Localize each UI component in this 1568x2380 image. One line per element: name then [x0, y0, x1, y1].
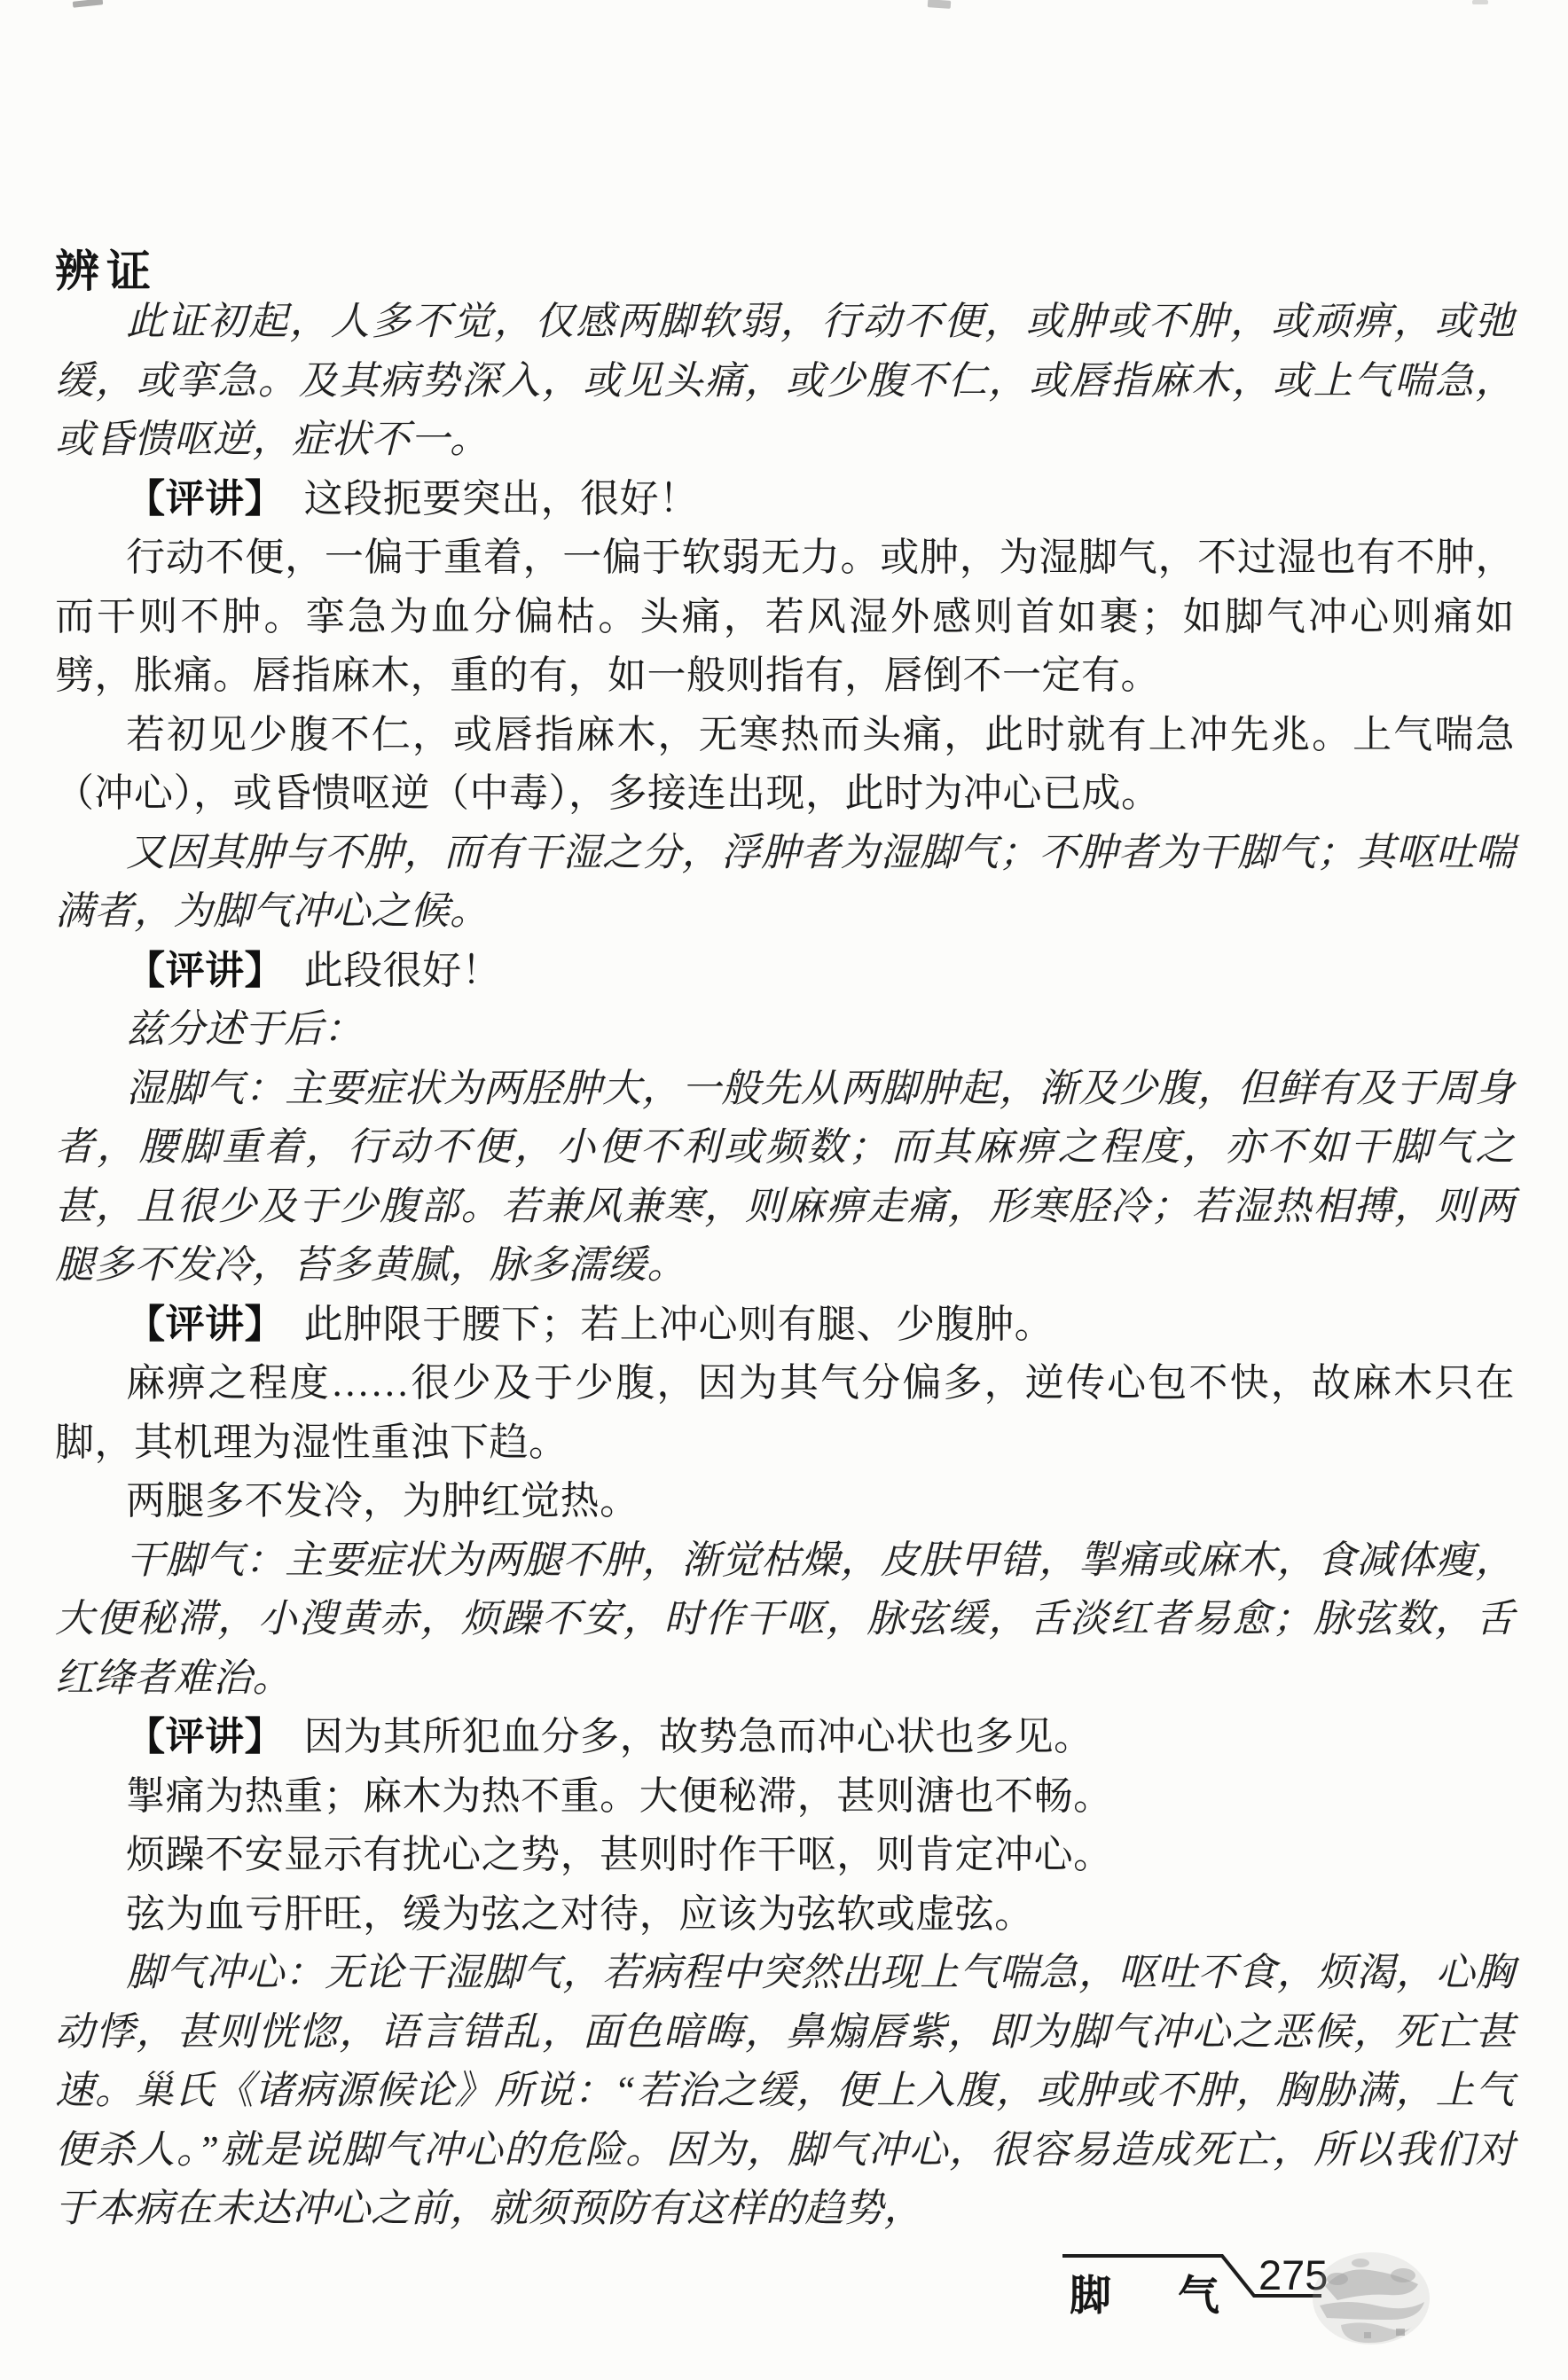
text-paragraph: 兹分述于后： — [126, 1007, 364, 1051]
text-paragraph: 脚气冲心：无论干湿脚气，若病程中突然出现上气喘急，呕吐不食，烦渴，心胸动悸，甚则恍惚，语言错乱，面色暗晦，鼻煽唇紫，即为脚气冲心之恶候，死亡甚速。巢氏《诸病源候论》所说：“若治之缓，便上入腹，或肿或不肿，胸胁满，上气便杀人。”就是说脚气冲心的危险。因为，脚气冲心，很容易造成死亡，所以我们对于本病在未达冲心之前，就须预防有这样的趋势， — [55, 1951, 1515, 2230]
footer-chapter-title: 脚 气 — [1070, 2272, 1232, 2319]
text-paragraph: 掣痛为热重；麻木为热不重。大便秘滞，甚则溏也不畅。 — [126, 1773, 1113, 1818]
text-paragraph: 行动不便，一偏于重着，一偏于软弱无力。或肿，为湿脚气，不过湿也有不肿，而干则不肿。挛急为血分偏枯。头痛，若风湿外感则首如裹；如脚气冲心则痛如劈，胀痛。唇指麻木，重的有，如一般则指有，唇倒不一定有。 — [55, 536, 1515, 697]
commentary-paragraph: 【评讲】 此段很好！ — [126, 948, 502, 992]
scan-artifact — [928, 0, 952, 9]
footer-page-number: 275 — [1258, 2251, 1329, 2298]
comment-label: 【评讲】 — [126, 948, 265, 992]
text-paragraph: 麻痹之程度……很少及于少腹，因为其气分偏多，逆传心包不快，故麻木只在脚，其机理为湿性重浊下趋。 — [55, 1361, 1515, 1464]
section-title: 辨证 — [55, 246, 158, 296]
text-paragraph: 此证初起，人多不觉，仅感两脚软弱，行动不便，或肿或不肿，或顽痹，或弛缓，或挛急。及其病势深入，或见头痛，或少腹不仁，或唇指麻木，或上气喘急，或昏愦呕逆，症状不一。 — [55, 300, 1515, 461]
text-paragraph: 又因其肿与不肿，而有干湿之分，浮肿者为湿脚气；不肿者为干脚气；其呕吐喘满者，为脚气冲心之候。 — [55, 830, 1515, 933]
text-paragraph: 若初见少腹不仁，或唇指麻木，无寒热而头痛，此时就有上冲先兆。上气喘急（冲心），或昏愦呕逆（中毒），多接连出现，此时为冲心已成。 — [55, 712, 1515, 815]
text-paragraph: 干脚气：主要症状为两腿不肿，渐觉枯燥，皮肤甲错，掣痛或麻木，食减体瘦，大便秘滞，小溲黄赤，烦躁不安，时作干呕，脉弦缓，舌淡红者易愈；脉弦数，舌红绛者难治。 — [55, 1538, 1515, 1700]
commentary-paragraph: 【评讲】 此肿限于腰下；若上冲心则有腿、少腹肿。 — [126, 1302, 1054, 1346]
commentary-paragraph: 【评讲】 因为其所犯血分多，故势急而冲心状也多见。 — [126, 1715, 1094, 1758]
commentary-paragraph: 【评讲】 这段扼要突出，很好！ — [126, 476, 699, 521]
text-paragraph: 烦躁不安显示有扰心之势，甚则时作干呕，则肯定冲心。 — [126, 1833, 1113, 1876]
text-paragraph: 弦为血亏肝旺，缓为弦之对待，应该为弦软或虚弦。 — [126, 1891, 1034, 1936]
text-body — [55, 293, 1515, 2239]
comment-label: 【评讲】 — [126, 1715, 265, 1758]
seal-stamp — [1307, 2251, 1433, 2350]
scan-artifact — [73, 0, 104, 8]
scan-artifact — [1472, 0, 1488, 4]
text-paragraph: 湿脚气：主要症状为两胫肿大，一般先从两脚肿起，渐及少腹，但鲜有及于周身者，腰脚重着，行动不便，小便不利或频数；而其麻痹之程度，亦不如干脚气之甚，且很少及于少腹部。若兼风兼寒，则麻痹走痛，形寒胫冷；若湿热相搏，则两腿多不发冷，苔多黄腻，脉多濡缓。 — [55, 1066, 1515, 1287]
comment-label: 【评讲】 — [126, 476, 265, 521]
footer-rule-line — [1055, 2247, 1330, 2309]
text-paragraph: 两腿多不发冷，为肿红觉热。 — [126, 1479, 639, 1523]
comment-label: 【评讲】 — [126, 1302, 265, 1346]
